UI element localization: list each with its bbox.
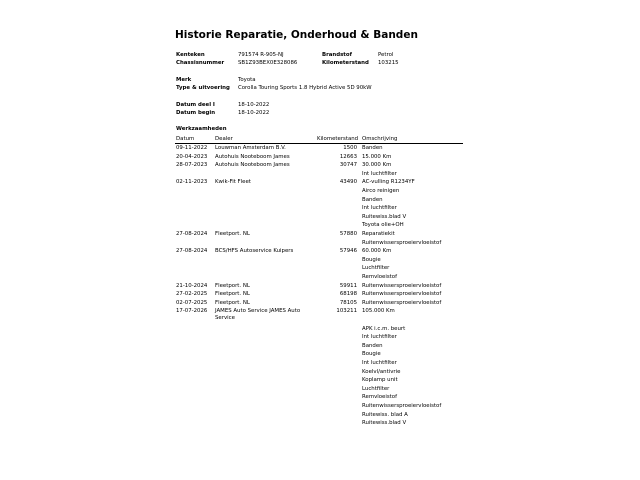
row-dealer: Fleetport. NL: [215, 282, 250, 289]
row-omschrijving-item: 30.000 Km: [362, 162, 392, 169]
row-omschrijving-item: Bougie: [362, 256, 381, 263]
col-header-dealer: Dealer: [215, 136, 233, 142]
row-omschrijving-item: Ruitenwissersproeiervloeistof: [362, 291, 442, 298]
chassis-label: Chassisnummer: [176, 60, 225, 66]
row-dealer: Fleetport. NL: [215, 291, 250, 298]
row-dealer: Autohuis Nooteboom James: [215, 153, 290, 160]
row-omschrijving-item: Banden: [362, 196, 383, 203]
row-kilometerstand: 57880: [339, 231, 357, 237]
row-omschrijving-item: APK i.c.m. beurt: [362, 325, 406, 332]
row-datum: 27-08-2024: [176, 231, 208, 237]
row-omschrijving-item: Int luchtfilter: [362, 334, 397, 341]
row-datum: 28-07-2023: [176, 162, 208, 169]
row-omschrijving-item: Ruitewiss.blad V: [362, 213, 407, 220]
row-datum: 17-07-2026: [176, 308, 208, 315]
row-kilometerstand: 12663: [339, 153, 357, 160]
row-dealer-continued: Service: [215, 315, 235, 322]
row-omschrijving-item: Koelvl/antivrie: [362, 368, 401, 375]
row-kilometerstand: 78105: [339, 299, 357, 306]
chassis-value: SB1Z93BEX0E328086: [238, 60, 298, 66]
row-dealer: Fleetport. NL: [215, 299, 250, 306]
type-label: Type & uitvoering: [176, 85, 230, 91]
row-omschrijving-item: Ruitewiss. blad A: [362, 411, 408, 418]
row-kilometerstand: 68198: [339, 291, 357, 298]
row-datum: 20-04-2023: [176, 153, 208, 160]
row-omschrijving-item: Int luchtfilter: [362, 360, 397, 366]
row-datum: 02-07-2025: [176, 299, 208, 306]
row-kilometerstand: 59911: [339, 282, 357, 289]
row-dealer: Autohuis Nooteboom James: [215, 162, 290, 169]
row-datum: 27-08-2024: [176, 248, 208, 255]
row-omschrijving-item: 105.000 Km: [362, 308, 395, 315]
row-dealer: Louwman Amsterdam B.V.: [215, 145, 286, 151]
section-heading: Werkzaamheden: [176, 126, 227, 132]
type-value: Corolla Touring Sports 1.8 Hybrid Active 5D 90kW: [238, 85, 372, 91]
col-header-kilometerstand: Kilometerstand: [317, 136, 359, 142]
row-kilometerstand: 30747: [339, 162, 357, 169]
row-omschrijving-item: Ruitewiss.blad V: [362, 420, 407, 427]
row-dealer: Fleetport. NL: [215, 231, 250, 237]
brandstof-value: Petrol: [378, 52, 394, 58]
row-omschrijving-item: Ruitenwissersproeiervloeistof: [362, 299, 442, 306]
row-omschrijving-item: Bougie: [362, 351, 381, 358]
page-title: Historie Reparatie, Onderhoud & Banden: [175, 29, 418, 41]
row-kilometerstand: 103211: [336, 308, 357, 315]
row-omschrijving-item: Ruitenwissersproeiervloeistof: [362, 403, 442, 409]
row-dealer: BCS/HFS Autoservice Kuipers: [215, 248, 294, 255]
datum-begin-label: Datum begin: [176, 110, 216, 116]
row-omschrijving-item: Int luchtfilter: [362, 170, 397, 177]
row-omschrijving-item: Koplamp unit: [362, 377, 398, 384]
row-omschrijving-item: 60.000 Km: [362, 248, 392, 255]
brandstof-label: Brandstof: [322, 52, 352, 58]
row-dealer: Kwik-Fit Fleet: [215, 179, 251, 186]
datum-deel1-label: Datum deel I: [176, 102, 215, 108]
row-omschrijving-item: Remvloeistof: [362, 394, 397, 401]
row-omschrijving-item: Remvloeistof: [362, 274, 397, 280]
row-datum: 21-10-2024: [176, 282, 208, 289]
row-datum: 27-02-2025: [176, 291, 208, 298]
row-omschrijving-item: Banden: [362, 342, 383, 349]
row-omschrijving-item: Ruitenwissersproeiervloeistof: [362, 239, 442, 246]
datum-deel1-value: 18-10-2022: [238, 102, 270, 108]
header-rule: [175, 143, 463, 144]
merk-value: Toyota: [238, 77, 256, 83]
row-datum: 02-11-2023: [176, 179, 208, 186]
col-header-datum: Datum: [176, 136, 195, 142]
row-omschrijving-item: Int luchtfilter: [362, 205, 397, 212]
row-datum: 09-11-2022: [176, 145, 208, 151]
merk-label: Merk: [176, 77, 192, 83]
kenteken-label: Kenteken: [176, 52, 205, 58]
row-omschrijving-item: Reparatiekit: [362, 231, 395, 237]
row-omschrijving-item: Ruitenwissersproeiervloeistof: [362, 282, 442, 289]
row-omschrijving-item: Airco reinigen: [362, 188, 400, 194]
row-kilometerstand: 57946: [339, 248, 357, 255]
row-omschrijving-item: 15.000 Km: [362, 153, 392, 160]
col-header-omschrijving: Omschrijving: [362, 136, 398, 142]
datum-begin-value: 18-10-2022: [238, 110, 270, 116]
row-omschrijving-item: Luchtfilter: [362, 385, 390, 392]
row-omschrijving-item: Luchtfilter: [362, 265, 390, 272]
km-label: Kilometerstand: [322, 60, 369, 66]
kenteken-value: 791574 R-905-NJ: [238, 52, 284, 58]
row-dealer: JAMES Auto Service JAMES Auto: [215, 308, 301, 315]
km-value: 103215: [378, 60, 399, 66]
row-kilometerstand: 43490: [339, 179, 357, 186]
row-omschrijving-item: AC-vulling R1234YF: [362, 179, 415, 186]
row-omschrijving-item: Toyota olie+OH: [362, 222, 404, 229]
row-omschrijving-item: Banden: [362, 145, 383, 151]
row-kilometerstand: 1500: [343, 145, 357, 151]
